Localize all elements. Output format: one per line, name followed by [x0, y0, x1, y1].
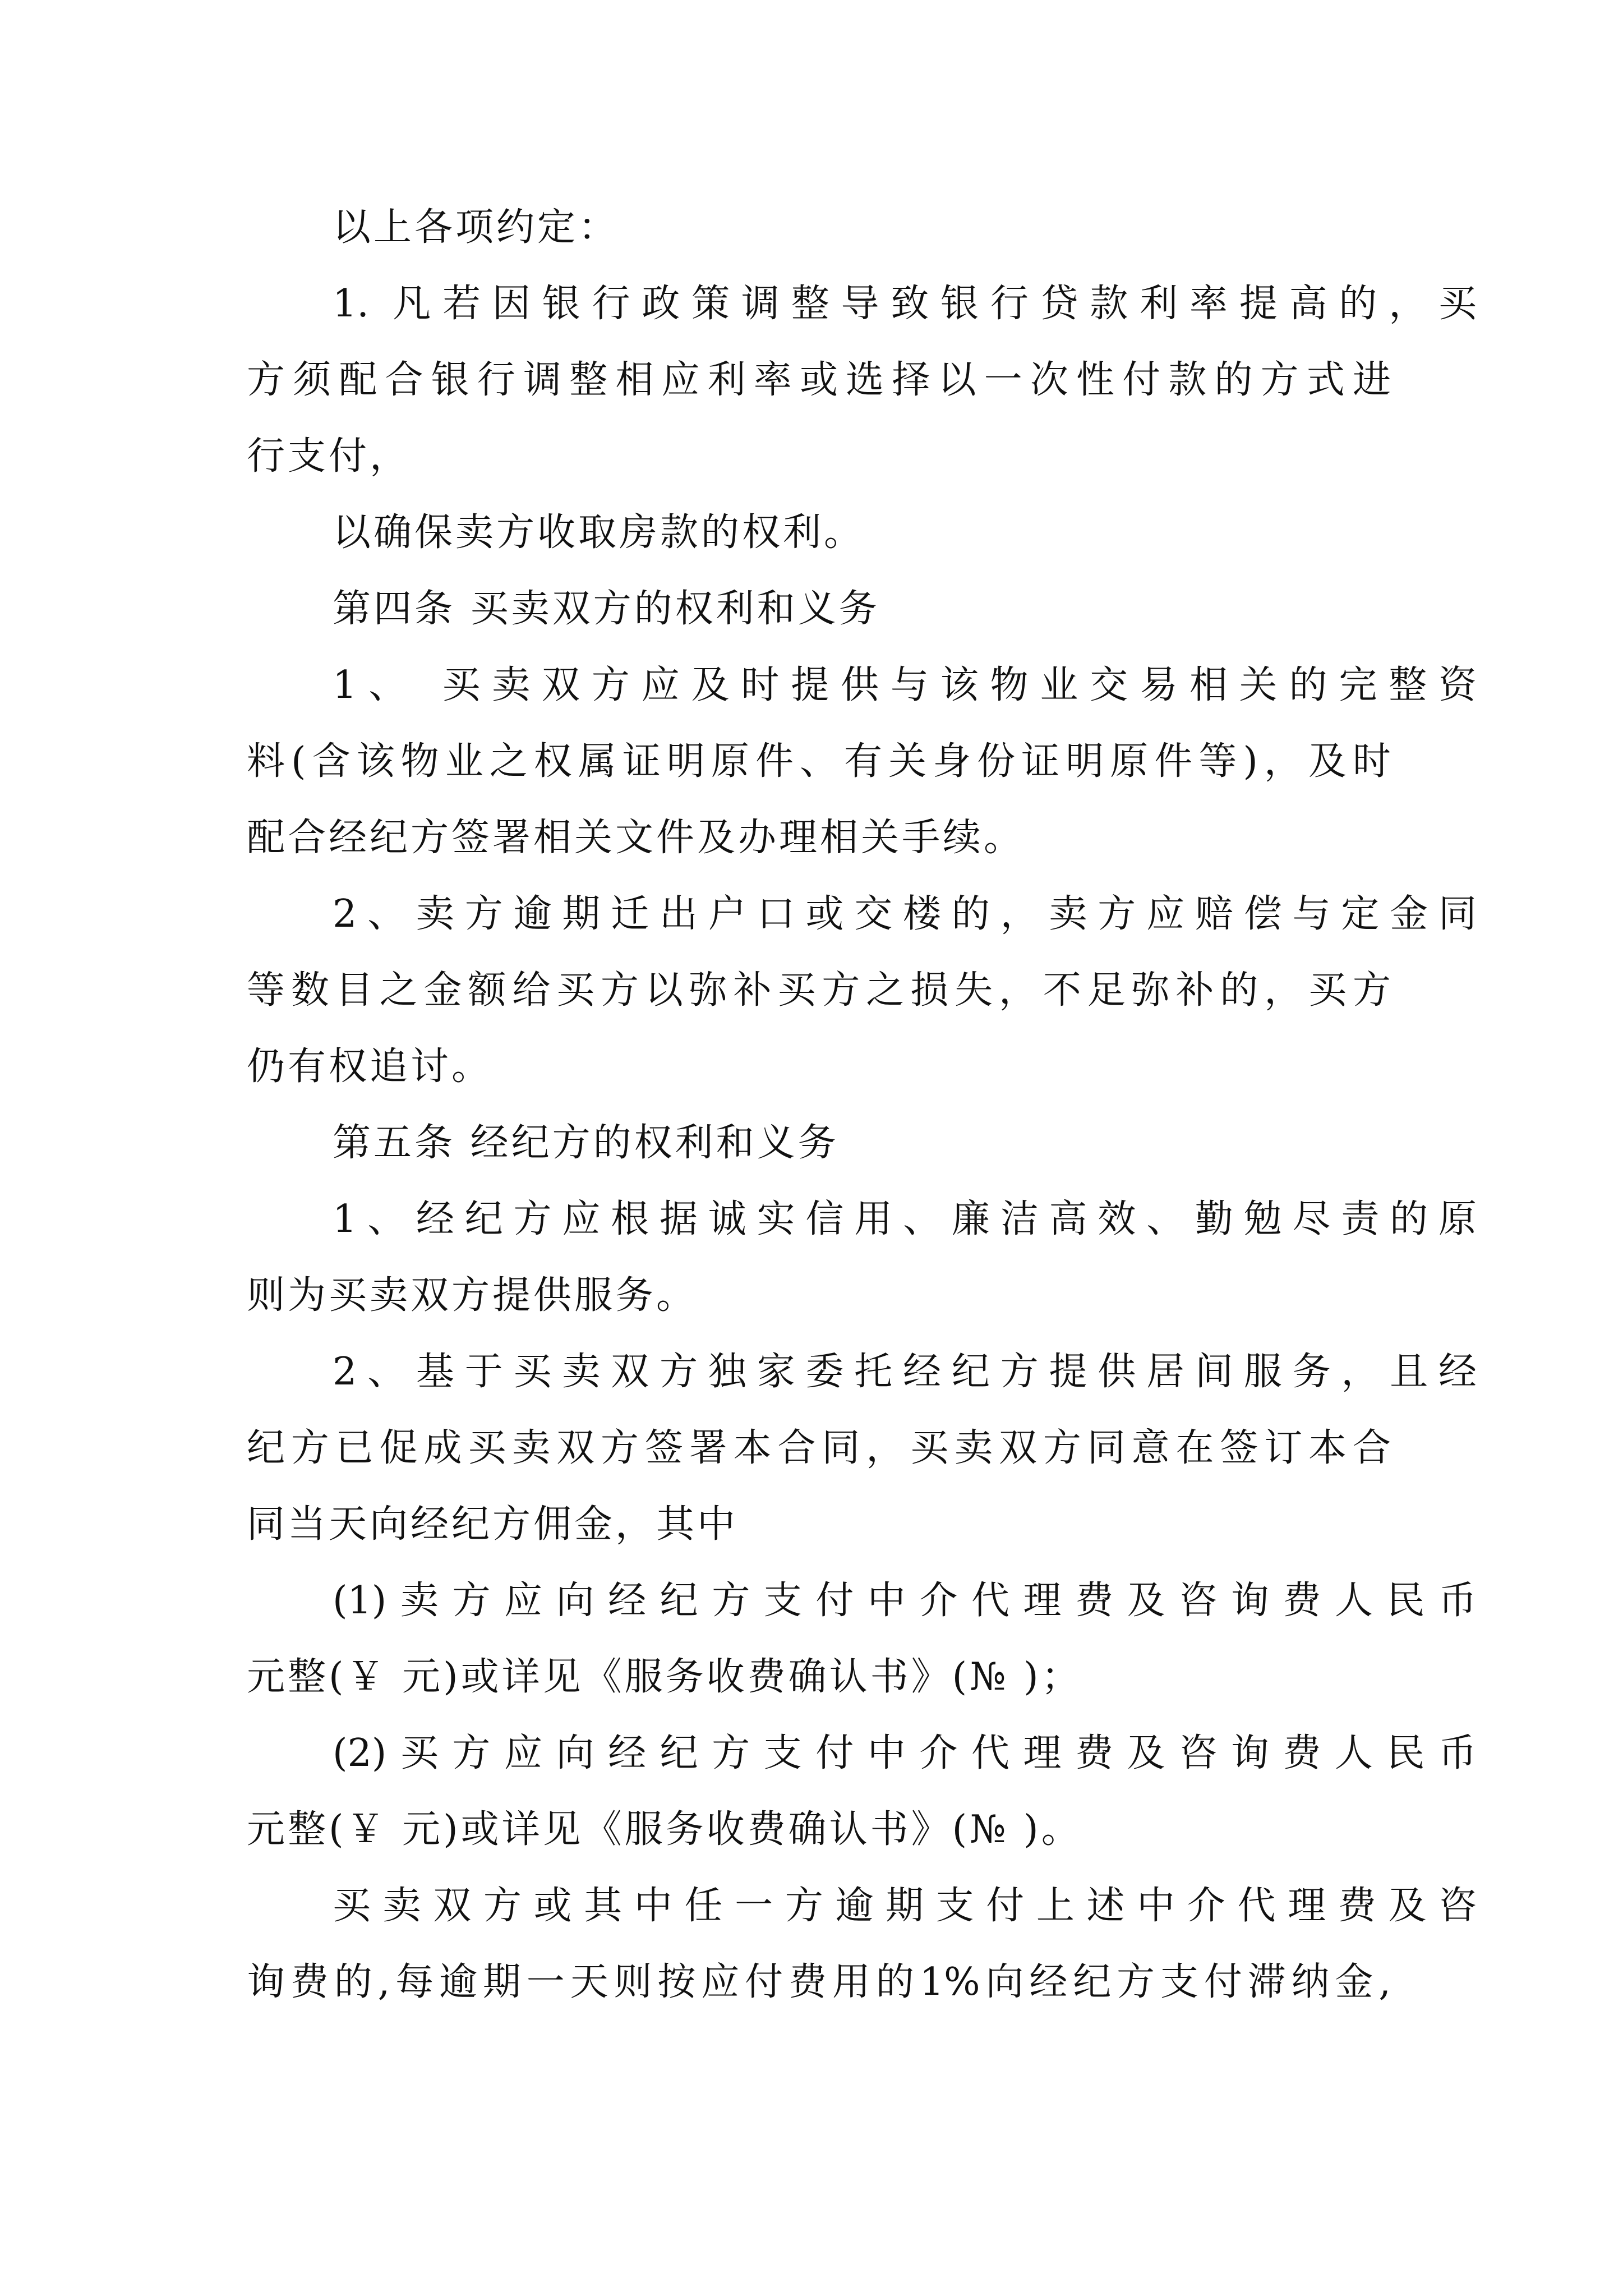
- text-line: 元整(￥ 元)或详见《服务收费确认书》(№ )。: [247, 1807, 1082, 1852]
- spacer: [247, 1849, 1391, 1887]
- text-line: 1、 买卖双方应及时提供与该物业交易相关的完整资: [333, 663, 1477, 707]
- text-line: 料(含该物业之权属证明原件、有关身份证明原件等)，及时: [247, 739, 1391, 784]
- text-line: 1. 凡若因银行政策调整导致银行贷款利率提高的，买: [333, 282, 1477, 326]
- spacer: [247, 705, 1391, 743]
- text-line: 同当天向经纪方佣金，其中: [247, 1502, 739, 1547]
- spacer: [247, 399, 1391, 438]
- text-line: 2、卖方逾期迁出户口或交楼的，卖方应赔偿与定金同: [333, 892, 1477, 936]
- text-line: 2、基于买卖双方独家委托经纪方提供居间服务，且经: [333, 1350, 1477, 1394]
- text-line: 则为买卖双方提供服务。: [247, 1273, 698, 1318]
- text-line: 等数目之金额给买方以弥补买方之损失，不足弥补的，买方: [247, 968, 1391, 1013]
- text-line: 纪方已促成买卖双方签署本合同，买卖双方同意在签订本合: [247, 1426, 1391, 1470]
- spacer: [247, 1239, 1391, 1277]
- text-line: 以确保卖方收取房款的权利。: [333, 510, 865, 555]
- text-line: 仍有权追讨。: [247, 1045, 493, 1089]
- spacer: [247, 781, 1391, 819]
- spacer: [247, 323, 1391, 361]
- document-body: [247, 205, 1477, 2004]
- text-line: 元整(￥ 元)或详见《服务收费确认书》(№ )；: [247, 1655, 1082, 1699]
- spacer: [247, 1696, 1391, 1734]
- text-line: 1、经纪方应根据诚实信用、廉洁高效、勤勉尽责的原: [333, 1197, 1477, 1241]
- spacer: [247, 476, 1391, 514]
- spacer: [247, 628, 1391, 666]
- spacer: [247, 1925, 1391, 1963]
- text-line: (1)卖方应向经纪方支付中介代理费及咨询费人民币: [333, 1579, 1477, 1623]
- spacer: [247, 1086, 1391, 1124]
- section-heading: 第四条 买卖双方的权利和义务: [333, 587, 880, 631]
- spacer: [247, 1620, 1391, 1658]
- spacer: [247, 1162, 1391, 1200]
- spacer: [247, 1773, 1391, 1811]
- text-line: 买卖双方或其中任一方逾期支付上述中介代理费及咨: [333, 1884, 1477, 1928]
- text-line: 行支付，: [247, 434, 411, 478]
- spacer: [247, 1467, 1391, 1506]
- spacer: [247, 1010, 1391, 1048]
- text-line: (2)买方应向经纪方支付中介代理费及咨询费人民币: [333, 1731, 1477, 1775]
- spacer: [247, 933, 1391, 972]
- spacer: [247, 857, 1391, 895]
- spacer: [247, 1391, 1391, 1429]
- spacer: [247, 1544, 1391, 1582]
- text-line: 询费的,每逾期一天则按应付费用的1%向经纪方支付滞纳金,: [247, 1960, 1391, 2004]
- spacer: [247, 247, 1391, 285]
- text-line: 配合经纪方签署相关文件及办理相关手续。: [247, 816, 1025, 860]
- spacer: [247, 552, 1391, 590]
- text-line: 方须配合银行调整相应利率或选择以一次性付款的方式进: [247, 358, 1391, 402]
- section-heading: 第五条 经纪方的权利和义务: [333, 1121, 839, 1165]
- spacer: [247, 1315, 1391, 1353]
- text-line: 以上各项约定：: [333, 205, 620, 250]
